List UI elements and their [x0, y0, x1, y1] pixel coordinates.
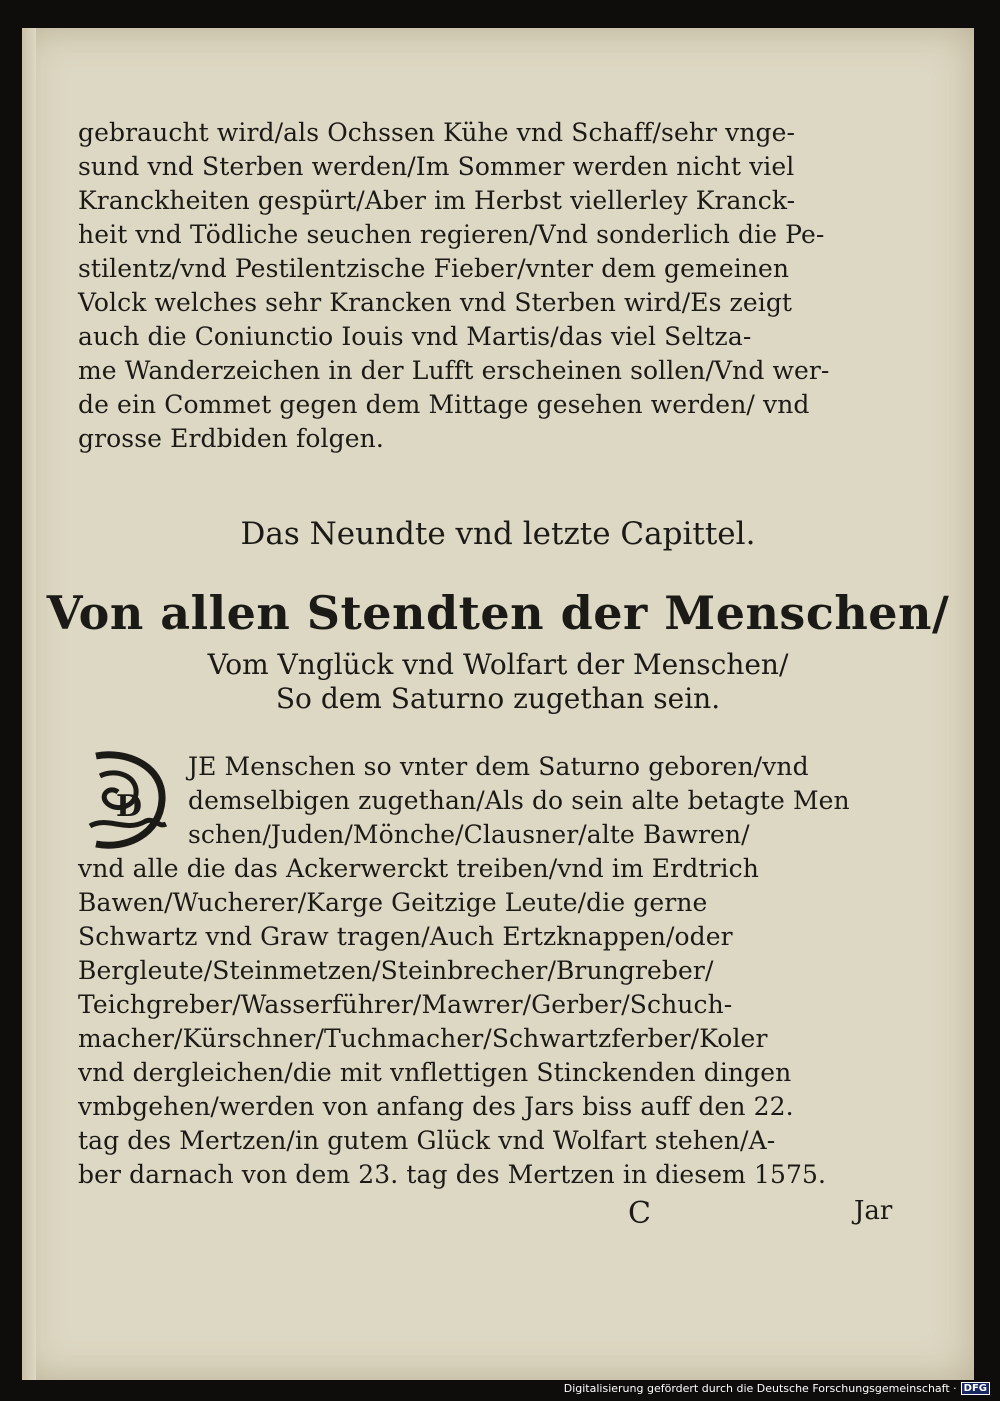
text-line: vnd dergleichen/die mit vnflettigen Stinckenden dingen [78, 1058, 792, 1087]
book-page [22, 28, 974, 1380]
text-line: vmbgehen/werden von anfang des Jars biss auff den 22. [78, 1092, 794, 1121]
text-line: macher/Kürschner/Tuchmacher/Schwartzferber/Koler [78, 1024, 768, 1053]
svg-text:D: D [116, 789, 143, 824]
text-line: Bawen/Wucherer/Karge Geitzige Leute/die gerne [78, 888, 708, 917]
text-line: stilentz/vnd Pestilentzische Fieber/vnter dem gemeinen [78, 254, 790, 283]
text-line: de ein Commet gegen dem Mittage gesehen werden/ vnd [78, 390, 810, 419]
text-line: heit vnd Tödliche seuchen regieren/Vnd sonderlich die Pe- [78, 220, 825, 249]
text-line: schen/Juden/Mönche/Clausner/alte Bawren/ [188, 820, 750, 849]
text-line: auch die Coniunctio Iouis vnd Martis/das viel Seltza- [78, 322, 752, 351]
text-line: Schwartz vnd Graw tragen/Auch Ertzknappen/oder [78, 922, 733, 951]
text-line: ber darnach von dem 23. tag des Mertzen in diesem 1575. [78, 1160, 827, 1189]
indented-lines [78, 750, 918, 852]
text-line: tag des Mertzen/in gutem Glück vnd Wolfart stehen/A- [78, 1126, 776, 1155]
text-line: Teichgreber/Wasserführer/Mawrer/Gerber/Schuch- [78, 990, 733, 1019]
text-line: gebraucht wird/als Ochssen Kühe vnd Schaff/sehr vnge- [78, 118, 796, 147]
text-line: Bergleute/Steinmetzen/Steinbrecher/Brungreber/ [78, 956, 714, 985]
text-line: vnd alle die das Ackerwerckt treiben/vnd im Erdtrich [78, 854, 759, 883]
footer-text: Digitalisierung gefördert durch die Deutsche Forschungsgemeinschaft · [563, 1382, 957, 1395]
text-block-main [78, 750, 918, 1192]
section-title: Von allen Stendten der Menschen/ [46, 586, 950, 640]
dfg-logo: DFG [961, 1382, 990, 1395]
text-line: Volck welches sehr Krancken vnd Sterben wird/Es zeigt [78, 288, 793, 317]
text-line: sund vnd Sterben werden/Im Sommer werden nicht viel [78, 152, 795, 181]
text-line: grosse Erdbiden folgen. [78, 424, 384, 453]
signature-mark: C [628, 1196, 651, 1231]
section-subtitle: So dem Saturno zugethan sein. [275, 682, 721, 715]
section-subtitle: Vom Vnglück vnd Wolfart der Menschen/ [207, 648, 789, 681]
chapter-heading: Das Neundte vnd letzte Capittel. [240, 516, 756, 552]
text-line: Kranckheiten gespürt/Aber im Herbst viellerley Kranck- [78, 186, 796, 215]
catchword: Jar [854, 1196, 893, 1226]
text-line: me Wanderzeichen in der Lufft erscheinen sollen/Vnd wer- [78, 356, 830, 385]
text-block-top [78, 116, 918, 456]
text-line: demselbigen zugethan/Als do sein alte betagte Men [188, 786, 850, 815]
digitization-footer [564, 1382, 990, 1395]
text-line: JE Menschen so vnter dem Saturno geboren/vnd [188, 752, 809, 781]
